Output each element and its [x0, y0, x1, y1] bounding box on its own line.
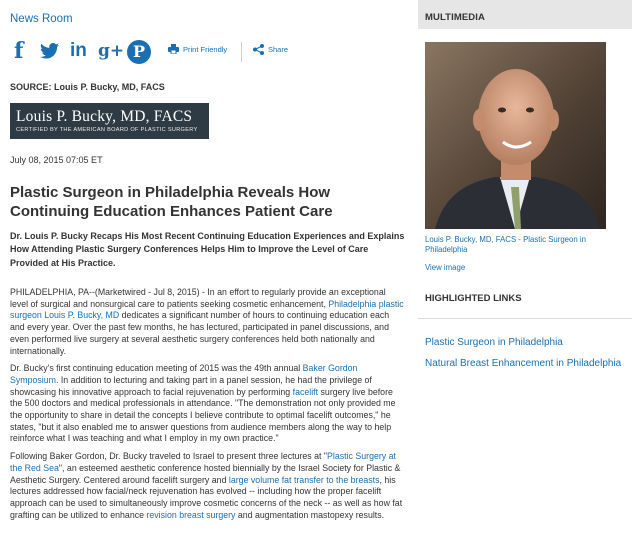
- multimedia-header: MULTIMEDIA: [418, 0, 632, 29]
- highlighted-link-breast-enhancement[interactable]: Natural Breast Enhancement in Philadelphia: [425, 358, 622, 369]
- article-subtitle: Dr. Louis P. Bucky Recaps His Most Recent Continuing Education Experiences and Explains How Attending Plastic Surgery Conferences Helps Him to Improve the Level of Care Provided at His Practice.: [10, 231, 405, 268]
- fat-transfer-link[interactable]: large volume fat transfer to the breasts: [228, 474, 380, 485]
- revision-breast-surgery-link[interactable]: revision breast surgery: [146, 509, 236, 520]
- philadelphia-plastic-surgeon-link[interactable]: Philadelphia plastic surgeon Louis P. Bucky, MD: [10, 298, 404, 321]
- pinterest-icon[interactable]: P: [127, 40, 151, 64]
- logo-name: Louis P. Bucky, MD, FACS: [16, 108, 193, 125]
- text-span: surgery live before the 500 doctors and medical professionals in attendance. "The demonstration not only provided me the opportunity to share in detail the concepts I believe contribute to optimal facelift outcomes," he states, "but it also enabled me to answer questions from audience members along the way to help reinforce what I was teaching and what I employ in my own practice.": [10, 386, 396, 444]
- newsroom-link[interactable]: News Room: [10, 13, 73, 25]
- publish-date: July 08, 2015 07:05 ET: [10, 155, 103, 165]
- share-toolbar: [10, 38, 405, 66]
- share-label: Share: [268, 45, 289, 54]
- doctor-photo[interactable]: [425, 42, 606, 229]
- highlighted-links-header: HIGHLIGHTED LINKS: [425, 293, 522, 304]
- text-span: ", an esteemed aesthetic conference hosted biennially by the Israel Society for Plastic & Aesthetic Surgery. Centered around facelift surgery and: [10, 462, 401, 485]
- article-title: Plastic Surgeon in Philadelphia Reveals How Continuing Education Enhances Patient Care: [10, 184, 333, 220]
- text-span: . In addition to lecturing and taking part in a panel session, he had the privilege of showcasing his innovative approach to facial rejuvenation by performing: [10, 374, 372, 397]
- twitter-icon[interactable]: [40, 39, 59, 65]
- facebook-icon[interactable]: f: [14, 38, 24, 64]
- share-button[interactable]: [253, 44, 288, 55]
- divider: [418, 318, 632, 319]
- source-line: SOURCE: Louis P. Bucky, MD, FACS: [10, 82, 165, 92]
- baker-gordon-link[interactable]: Baker Gordon Symposium: [10, 363, 358, 385]
- red-sea-link[interactable]: Plastic Surgery at the Red Sea: [10, 451, 396, 473]
- photo-caption-link[interactable]: Louis P. Bucky, MD, FACS - Plastic Surgeon in Philadelphia: [425, 235, 586, 254]
- article-body: [10, 287, 405, 527]
- google-plus-icon[interactable]: g+: [98, 41, 125, 61]
- company-logo[interactable]: [10, 103, 209, 139]
- toolbar-divider: [241, 42, 242, 62]
- share-icon: [253, 44, 264, 55]
- view-image-link[interactable]: View image: [425, 263, 466, 272]
- sidebar: [418, 0, 632, 560]
- print-icon: [168, 44, 179, 54]
- paragraph-3: [10, 451, 405, 521]
- paragraph-2: [10, 363, 405, 445]
- paragraph-1: [10, 287, 405, 357]
- highlighted-link-plastic-surgeon[interactable]: Plastic Surgeon in Philadelphia: [425, 337, 563, 348]
- print-friendly-label: Print Friendly: [183, 44, 228, 54]
- text-span: PHILADELPHIA, PA--(Marketwired - Jul 8, 2015) - In an effort to regularly provide an exceptional level of surgical and nonsurgical care to patients seeking cosmetic enhancement,: [10, 287, 386, 309]
- logo-certification: CERTIFIED BY THE AMERICAN BOARD OF PLASTIC SURGERY: [16, 127, 198, 133]
- text-span: Dr. Bucky's first continuing education meeting of 2015 was the 49th annual: [10, 363, 303, 374]
- text-span: dedicates a significant number of hours to continuing education each and every year. Over the past few months, he has lectured, participated in panel discussions, and even performed live surgery at several aesthetic surgery conferences held both nationally and internationally.: [10, 310, 390, 356]
- text-span: Following Baker Gordon, Dr. Bucky traveled to Israel to present three lectures at ": [10, 451, 328, 462]
- linkedin-icon[interactable]: in: [70, 40, 87, 61]
- text-span: , his lectures addressed how facial/neck rejuvenation has evolved -- including how the proper facelift approach can be used to simultaneously improve cosmetic concerns of the neck -- as well as how fat grafting can be utilized to enhance: [10, 474, 403, 520]
- facelift-link[interactable]: facelift: [292, 386, 319, 397]
- text-span: and augmentation mastopexy results.: [235, 509, 385, 520]
- print-friendly-button[interactable]: [168, 44, 227, 54]
